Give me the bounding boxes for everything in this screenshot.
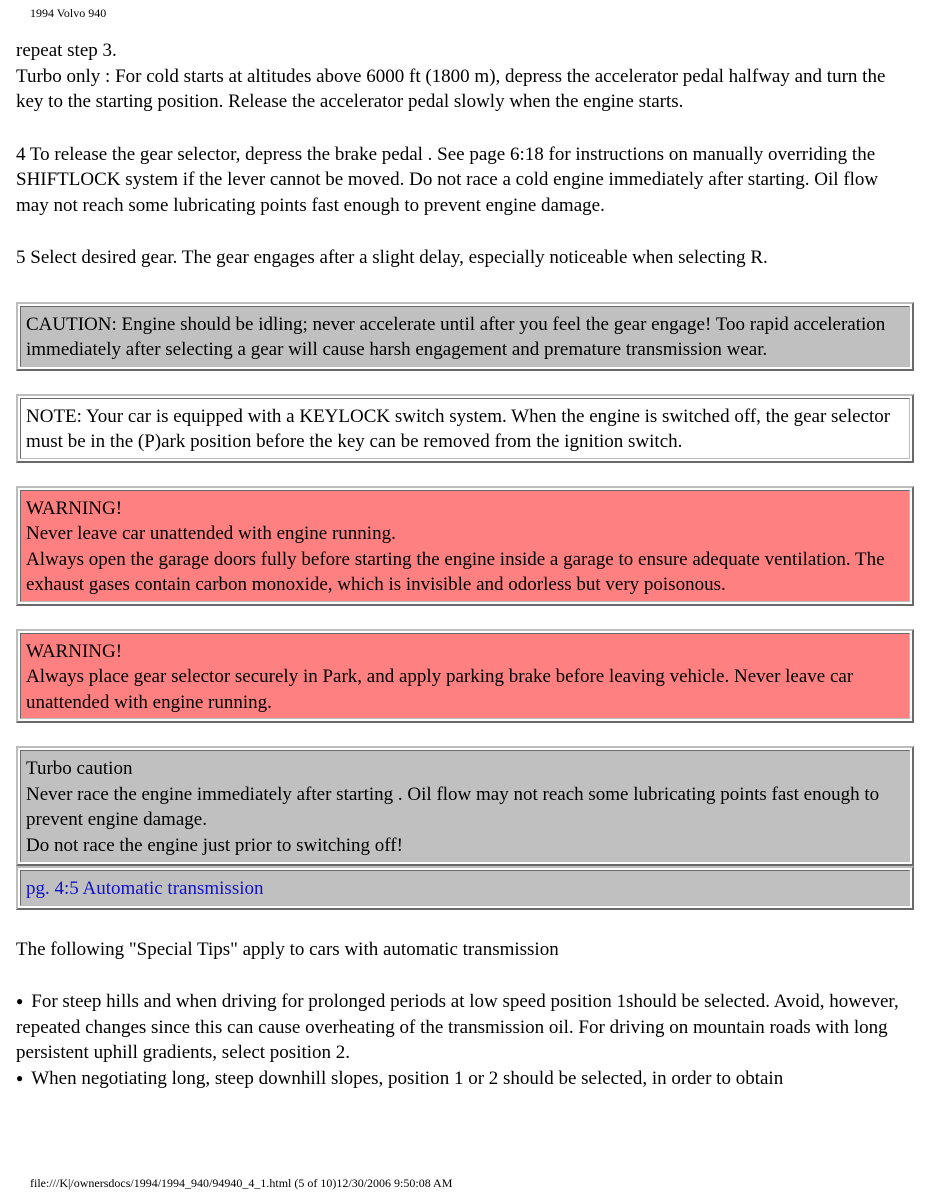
warning-park-text: Always place gear selector securely in Park, and apply parking brake before leaving vehicle. Never leave car unattended with engine running. [26,666,854,713]
tip-text: When negotiating long, steep downhill slopes, position 1 or 2 should be selected, in order to obtain [31,1067,784,1089]
paragraph-step-5: 5 Select desired gear. The gear engages after a slight delay, especially noticeable when selecting R. [16,247,768,268]
page-header-title: 1994 Volvo 940 [30,6,107,20]
turbo-caution-title: Turbo caution [26,758,133,779]
warning-box-garage [16,486,914,606]
paragraph-special-tips: The following "Special Tips" apply to cars with automatic transmission [16,938,559,960]
warning-box-park [16,629,914,724]
bullet-icon: ● [16,994,24,1008]
section-link-automatic-transmission[interactable]: pg. 4:5 Automatic transmission [26,878,264,899]
turbo-caution-line-2: Do not race the engine just prior to switching off! [26,834,403,856]
turbo-caution-box [16,746,914,866]
note-text: NOTE: Your car is equipped with a KEYLOCK switch system. When the engine is switched off, the gear selector must be in the (P)ark position before the key can be removed from the ignition switch. [26,405,891,452]
tips-list [16,989,914,1091]
warning-title: WARNING! [26,640,123,662]
warning-title: WARNING! [26,497,123,519]
warning-line-unattended: Never leave car unattended with engine running. [26,523,396,544]
paragraph-turbo-cold-start: Turbo only : For cold starts at altitudes above 6000 ft (1800 m), depress the accelerator pedal halfway and turn the key to the starting position. Release the accelerator pedal slowly when the engine starts. [16,65,886,112]
warning-line-garage: Always open the garage doors fully before starting the engine inside a garage to ensure adequate ventilation. The exhaust gases contain carbon monoxide, which is invisible and odorless but very poisonous. [26,548,885,595]
section-link-box [16,866,914,910]
list-item [16,989,914,1066]
page-footer-url: file:///K|/ownersdocs/1994/1994_940/94940_4_1.html (5 of 10)12/30/2006 9:50:08 AM [30,1176,453,1190]
tip-text: For steep hills and when driving for prolonged periods at low speed position 1should be selected. Avoid, however, repeated changes since this can cause overheating of the transmission oil. For driving on mountain roads with long persistent uphill gradients, select position 2. [16,991,899,1063]
caution-box [16,302,914,371]
paragraph-repeat-step: repeat step 3. [16,40,117,61]
document-body [16,38,914,1091]
caution-text: CAUTION: Engine should be idling; never accelerate until after you feel the gear engage! Too rapid acceleration immediately after selecting a gear will cause harsh engagement and premature transmission wear. [26,313,886,360]
list-item [16,1066,914,1092]
bullet-icon: ● [16,1070,24,1085]
turbo-caution-line-1: Never race the engine immediately after starting . Oil flow may not reach some lubricating points fast enough to prevent engine damage. [26,783,880,830]
paragraph-step-4: 4 To release the gear selector, depress the brake pedal . See page 6:18 for instructions on manually overriding the SHIFTLOCK system if the lever cannot be moved. Do not race a cold engine immediately after starting. Oil flow may not reach some lubricating points fast enough to prevent engine damage. [16,143,879,216]
note-box [16,394,914,463]
